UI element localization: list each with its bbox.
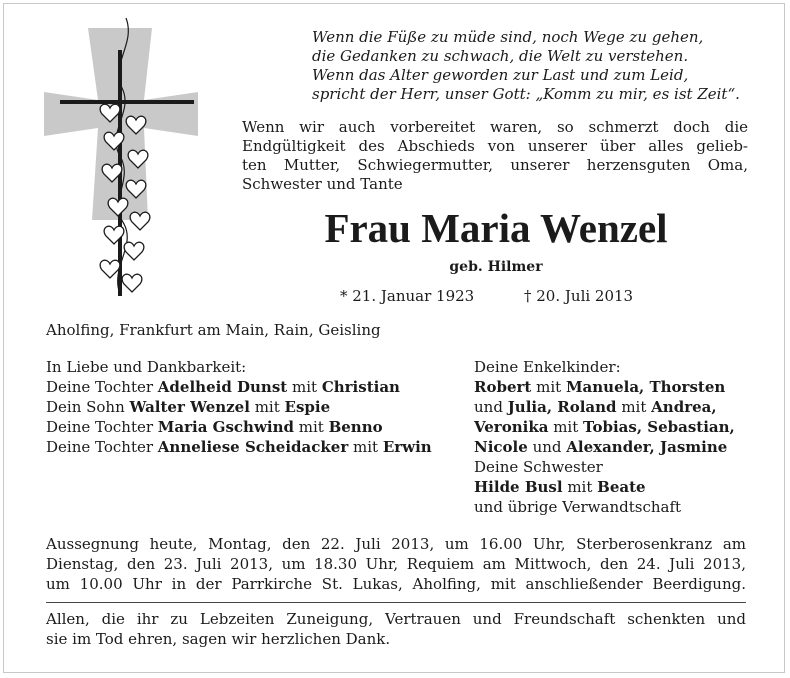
mourner-row bbox=[46, 437, 456, 457]
partner: Benno bbox=[328, 418, 383, 436]
service-line: um 10.00 Uhr in der Parrkirche St. Lukas, Aholfing, mit anschließender Beerdigung. bbox=[46, 575, 746, 593]
thanks-text bbox=[46, 609, 746, 649]
grandchild: Nicole bbox=[474, 438, 528, 456]
intro-text bbox=[242, 118, 748, 194]
sister-line bbox=[474, 477, 774, 497]
grandchild: Julia, Roland bbox=[507, 398, 617, 416]
places: Aholfing, Frankfurt am Main, Rain, Geisling bbox=[46, 321, 381, 339]
mourner-row bbox=[46, 417, 456, 437]
poem bbox=[312, 28, 772, 104]
partner: Christian bbox=[321, 378, 400, 396]
poem-line: Wenn die Füße zu müde sind, noch Wege zu gehen, bbox=[312, 28, 704, 46]
person: Walter Wenzel bbox=[129, 398, 250, 416]
partner: Espie bbox=[284, 398, 331, 416]
conjunction: mit bbox=[293, 418, 329, 436]
thanks-line: Allen, die ihr zu Lebzeiten Zuneigung, Vertrauen und Freundschaft schenkten und bbox=[46, 610, 746, 628]
birth-date: * 21. Januar 1923 bbox=[340, 287, 475, 305]
conjunction: mit bbox=[531, 378, 566, 396]
conjunction: mit bbox=[249, 398, 285, 416]
conjunction: und bbox=[527, 438, 567, 456]
grandchild-partner: Andrea, bbox=[651, 398, 717, 416]
mourner-row bbox=[46, 377, 456, 397]
poem-line: die Gedanken zu schwach, die Welt zu verstehen. bbox=[312, 47, 689, 65]
cross-with-ivy-icon bbox=[40, 14, 210, 304]
mourners-left-column bbox=[46, 357, 456, 457]
grandchild-partner: Manuela, Thorsten bbox=[565, 378, 726, 396]
conjunction: mit bbox=[616, 398, 652, 416]
relatives-line: und übrige Verwandtschaft bbox=[474, 498, 682, 516]
divider bbox=[46, 602, 746, 603]
grandchildren-line bbox=[474, 377, 774, 397]
relation: Deine Tochter bbox=[46, 378, 158, 396]
conjunction: und bbox=[474, 398, 508, 416]
person: Anneliese Scheidacker bbox=[157, 438, 349, 456]
intro-line: Schwester und Tante bbox=[242, 175, 403, 193]
conjunction: mit bbox=[562, 478, 598, 496]
grandchild: Veronika bbox=[474, 418, 549, 436]
conjunction: mit bbox=[348, 438, 383, 456]
person: Maria Gschwind bbox=[157, 418, 294, 436]
conjunction: mit bbox=[548, 418, 584, 436]
relation: Deine Tochter bbox=[46, 418, 158, 436]
left-heading: In Liebe und Dankbarkeit: bbox=[46, 358, 247, 376]
grandchildren-line bbox=[474, 397, 774, 417]
mourners-right-column bbox=[474, 357, 774, 517]
mourner-row bbox=[46, 397, 456, 417]
service-line: Dienstag, den 23. Juli 2013, um 18.30 Uhr, Requiem am Mittwoch, den 24. Juli 2013, bbox=[46, 555, 746, 573]
maiden-name: geb. Hilmer bbox=[449, 259, 543, 275]
grandchild-partner: Tobias, Sebastian, bbox=[583, 418, 735, 436]
grandchild: Alexander, Jasmine bbox=[566, 438, 728, 456]
grandchild: Robert bbox=[474, 378, 532, 396]
intro-line: ten Mutter, Schwiegermutter, unserer herzensguten Oma, bbox=[242, 156, 748, 174]
grandchildren-line bbox=[474, 417, 774, 437]
poem-line: spricht der Herr, unser Gott: „Komm zu mir, es ist Zeit“. bbox=[312, 85, 740, 103]
sister-partner: Beate bbox=[597, 478, 646, 496]
conjunction: mit bbox=[287, 378, 322, 396]
service-line: Aussegnung heute, Montag, den 22. Juli 2013, um 16.00 Uhr, Sterberosenkranz am bbox=[46, 535, 746, 553]
partner: Erwin bbox=[382, 438, 432, 456]
grandchildren-line bbox=[474, 437, 774, 457]
deceased-name: Frau Maria Wenzel bbox=[324, 205, 668, 251]
sister-heading: Deine Schwester bbox=[474, 458, 603, 476]
death-date: † 20. Juli 2013 bbox=[524, 287, 634, 305]
intro-line: Wenn wir auch vorbereitet waren, so schmerzt doch die bbox=[242, 118, 748, 136]
service-info bbox=[46, 534, 746, 594]
sister: Hilde Busl bbox=[474, 478, 563, 496]
person: Adelheid Dunst bbox=[157, 378, 288, 396]
right-heading: Deine Enkelkinder: bbox=[474, 358, 621, 376]
relation: Deine Tochter bbox=[46, 438, 158, 456]
thanks-line: sie im Tod ehren, sagen wir herzlichen Dank. bbox=[46, 630, 391, 648]
poem-line: Wenn das Alter geworden zur Last und zum Leid, bbox=[312, 66, 689, 84]
relation: Dein Sohn bbox=[46, 398, 130, 416]
intro-line: Endgültigkeit des Abschieds von unserer über alles gelieb- bbox=[242, 137, 748, 155]
